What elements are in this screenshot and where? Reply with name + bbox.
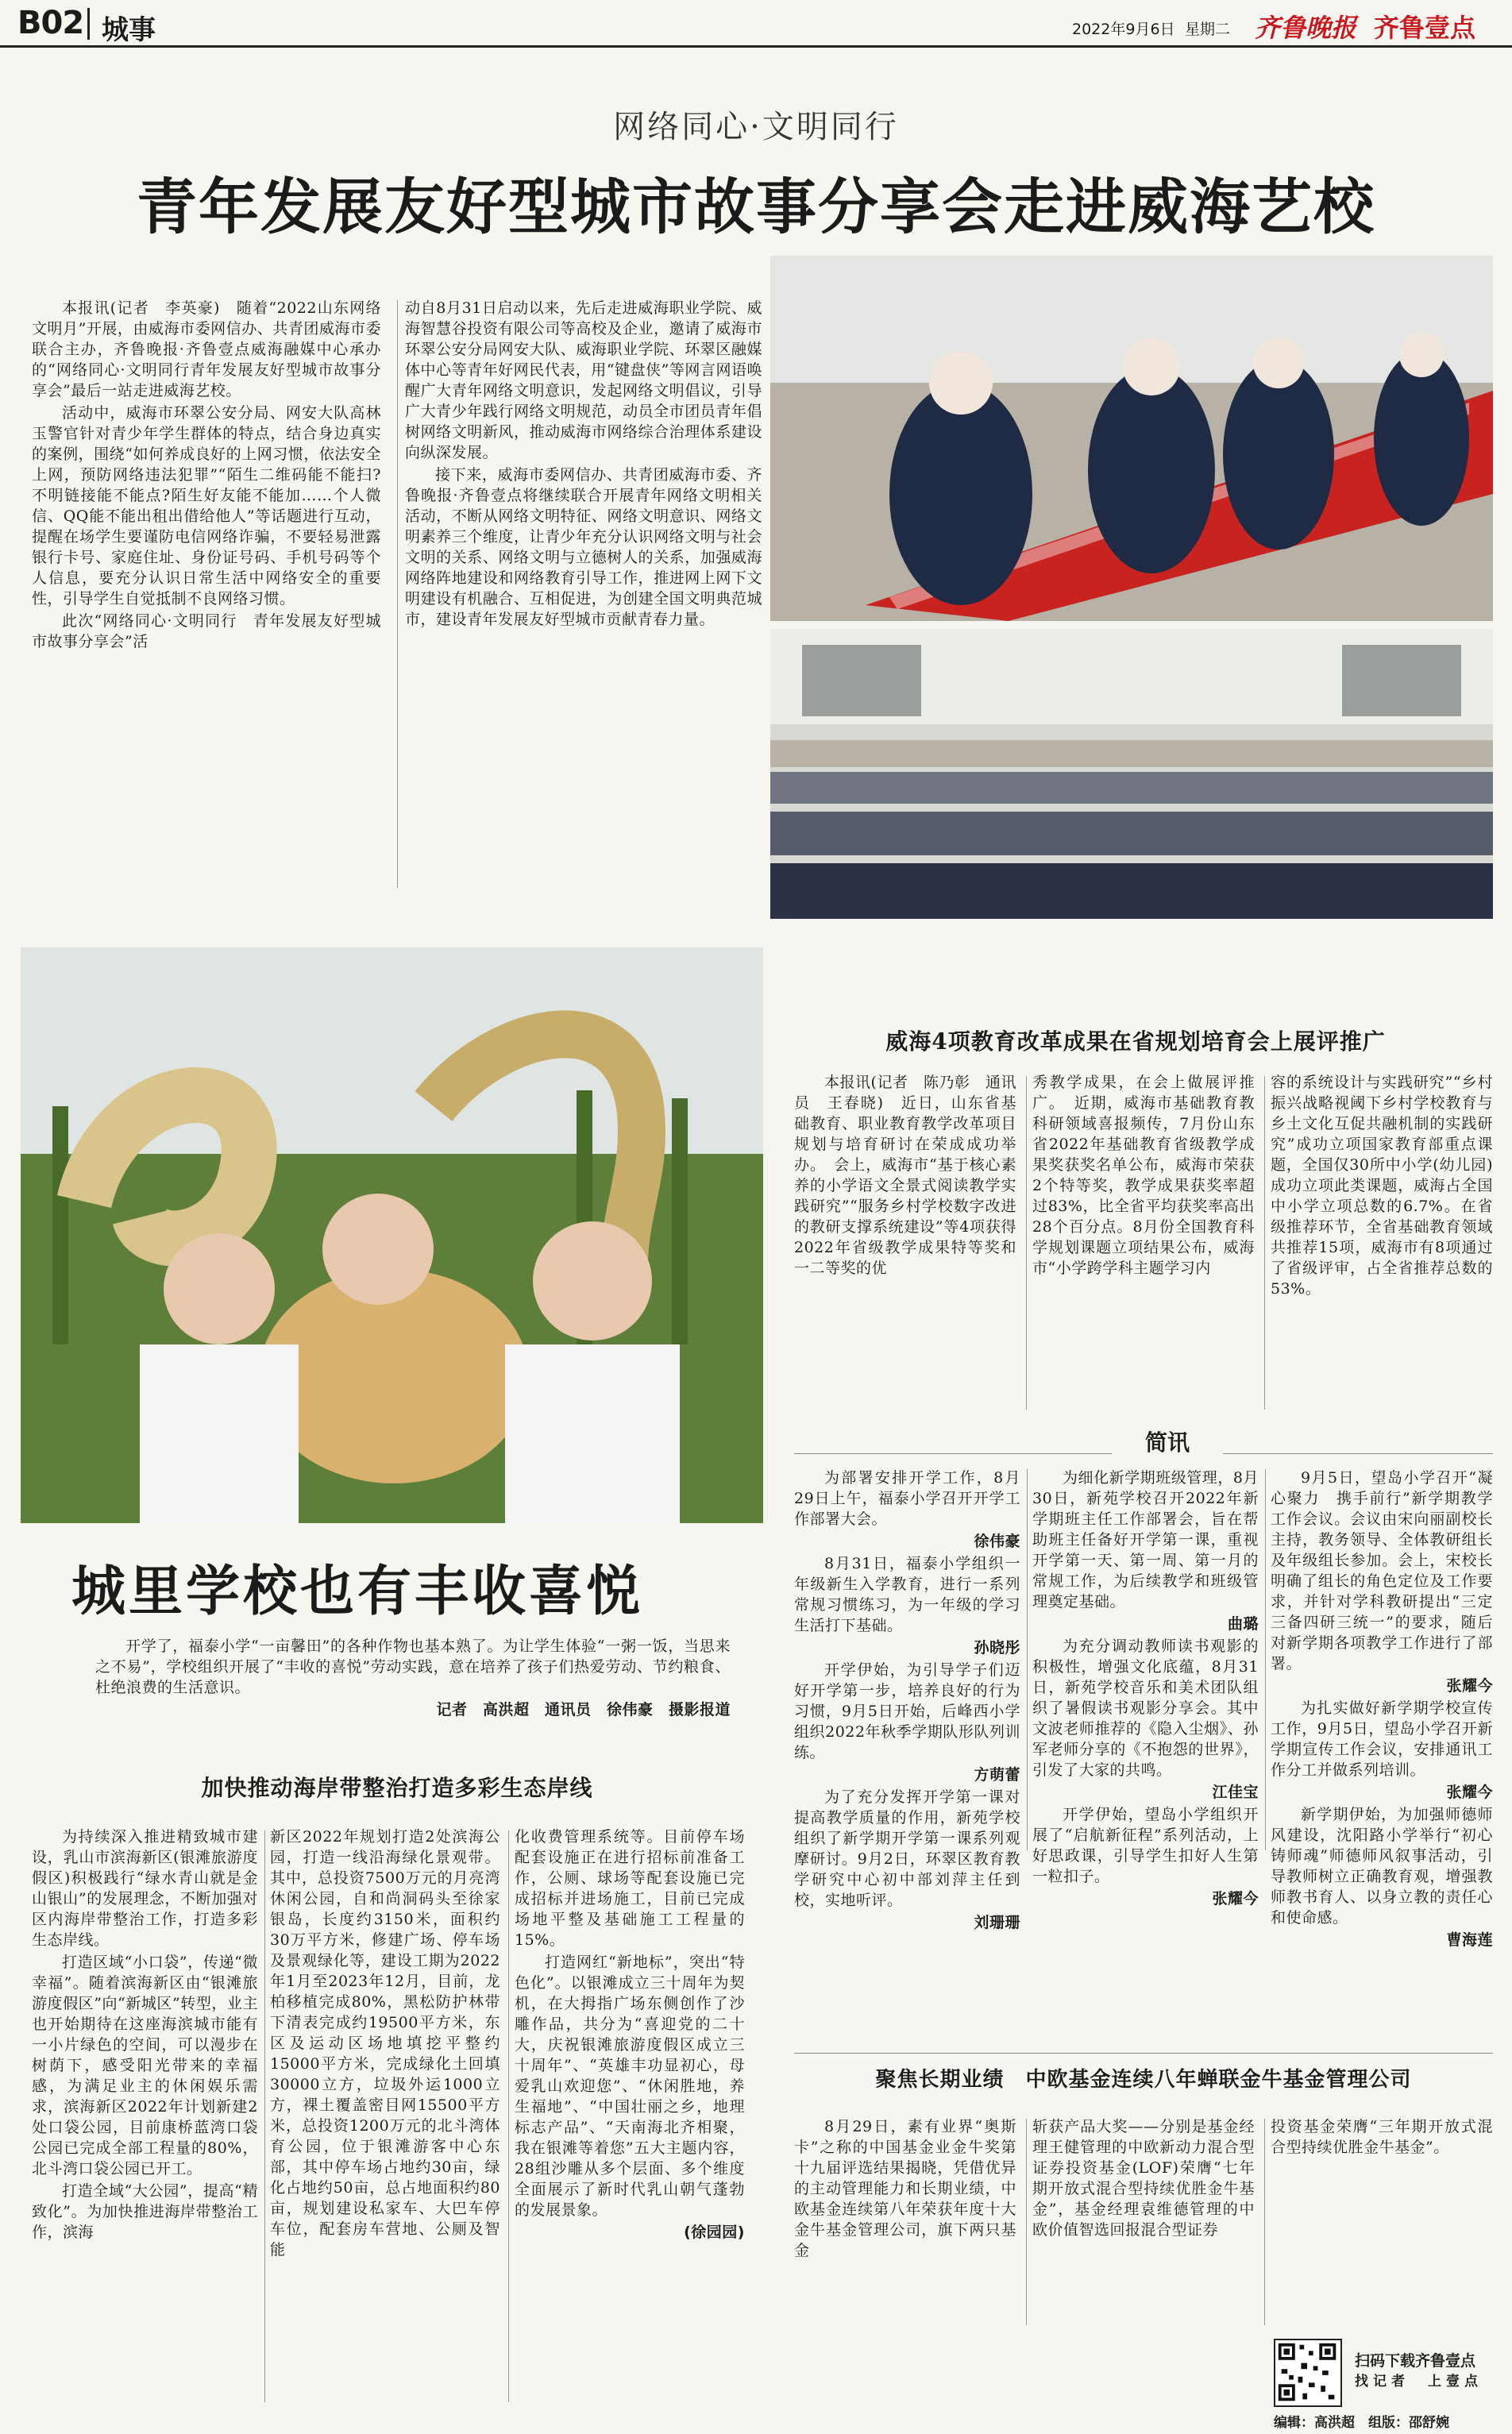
briefs-column-1 — [794, 1468, 1020, 1934]
fund-paragraph: 斩获产品大奖——分别是基金经理王健管理的中欧新动力混合型证券投资基金(LOF)荣膺“七年期开放式混合型持续优胜金牛基金”，基金经理袁维德管理的中欧价值智选回报混合型证券 — [1032, 2118, 1255, 2239]
column-rule — [1264, 2119, 1265, 2325]
brief-author: 徐伟豪 — [974, 1533, 1020, 1550]
brief-item: 为扎实做好新学期学校宣传工作，9月5日，望岛小学召开新学期宣传工作会议，安排通讯工作分工并做系列培训。 — [1271, 1699, 1493, 1779]
editor-credits: 编辑：高洪超 组版：邵舒婉 — [1274, 2415, 1449, 2431]
brief-author: 曹海莲 — [1446, 1931, 1493, 1949]
qr-caption-line-1: 扫码下载齐鲁壹点 — [1355, 2352, 1476, 2370]
brief-author: 方萌蕾 — [974, 1766, 1020, 1784]
education-paragraph: 本报讯(记者 陈乃彰 通讯员 王春晓) 近日，山东省基础教育、职业教育教学改革项目规划与培育研讨在荣成成功举办。 会上，威海市“基于核心素养的小学语文全景式阅读教学实践研究”“服务乡村学校数字改进的教研支撑系统建设”等4项获得2022年省级教学成果特等奖和一二等奖的优 — [794, 1074, 1016, 1277]
coast-paragraph: 打造网红“新地标”，突出“特色化”。以银滩成立三十周年为契机，在大拇指广场东侧创作了沙雕作品，共分为“喜迎党的二十大，庆祝银滩旅游度假区成立三十周年”、“英雄丰功显初心，母爱乳山欢迎您”、“休闲胜地，养生福地”、“中国壮丽之乡，地理标志产品”、“天南海北齐相聚，我在银滩等着您”五大主题内容，28组沙雕从多个层面、多个维度全面展示了新时代乳山朝气蓬勃的发展景象。 — [515, 1954, 745, 2219]
coast-paragraph: 化收费管理系统等。目前停车场配套设施正在进行招标前准备工作，公厕、球场等配套设施已完成招标并进场施工，目前已完成场地平整及基础施工工程量的15%。 — [515, 1828, 745, 1949]
qr-code-pattern — [1275, 2340, 1340, 2405]
brief-item: 新学期伊始，为加强师德师风建设，沈阳路小学举行“初心铸师魂”师德师风叙事活动，引导教师树立正确教育观，增强教师教书育人、以身立教的责任心和使命感。 — [1271, 1806, 1493, 1927]
briefs-title: 简讯 — [1144, 1429, 1190, 1456]
coast-column-1 — [32, 1826, 258, 2244]
fund-column-2 — [1032, 2116, 1255, 2242]
briefs-rule-left — [794, 1453, 1112, 1454]
coast-column-2 — [270, 1826, 500, 2262]
coast-paragraph: 打造区域“小口袋”，传递“微幸福”。随着滨海新区由“银滩旅游度假区”向“新城区”转型，业主也开始期待在这座海滨城市能有一小片绿色的空间，可以漫步在树荫下，感受阳光带来的幸福感，为满足业主的休闲娱乐需求，滨海新区2022年计划新建2处口袋公园，目前康桥蓝湾口袋公园已完成全部工程量的80%，北斗湾口袋公园已开工。 — [32, 1954, 258, 2177]
brief-author: 刘珊珊 — [974, 1914, 1020, 1931]
fund-column-3 — [1271, 2116, 1493, 2159]
column-rule — [508, 1830, 509, 2402]
harvest-headline: 城里学校也有丰收喜悦 — [71, 1560, 644, 1623]
column-rule — [1264, 1076, 1265, 1410]
section-divider — [87, 8, 90, 40]
qr-caption-line-2: 找记者 上壹点 — [1355, 2374, 1483, 2390]
briefs-column-2 — [1032, 1468, 1259, 1911]
coast-paragraph: 打造全域“大公园”，提高“精致化”。为加快推进海岸带整治工作，滨海 — [32, 2182, 258, 2241]
lead-paragraph: 本报讯(记者 李英豪) 随着“2022山东网络文明月”开展，由威海市委网信办、共青团威海市委联合主办，齐鲁晚报·齐鲁壹点威海融媒中心承办的“网络同心·文明同行青年发展友好型城市故事分享会”最后一站走进威海艺校。 — [32, 299, 381, 399]
harvest-paragraph: 开学了，福泰小学“一亩馨田”的各种作物也基本熟了。为让学生体验“一粥一饭，当思来之不易”，学校组织开展了“丰收的喜悦”劳动实践，意在培养了孩子们热爱劳动、节约粮食、杜绝浪费的生活意识。 — [95, 1637, 731, 1696]
coast-paragraph: 为持续深入推进精致城市建设，乳山市滨海新区(银滩旅游度假区)积极践行“绿水青山就是金山银山”的发展理念，不断加强对区内海岸带整治工作，打造多彩生态岸线。 — [32, 1828, 258, 1949]
briefs-column-3 — [1271, 1468, 1493, 1952]
brief-item: 为充分调动教师读书观影的积极性，增强文化底蕴，8月31日，新苑学校音乐和美术团队组织了暑假读书观影分享会。其中文波老师推荐的《隐入尘烟》、孙军老师分享的《不抱怨的世界》，引发了大家的共鸣。 — [1032, 1637, 1259, 1779]
column-rule — [1026, 1076, 1027, 1410]
brief-author: 张耀今 — [1212, 1890, 1259, 1907]
lead-paragraph: 接下来，威海市委网信办、共青团威海市委、齐鲁晚报·齐鲁壹点将继续联合开展青年网络文明相关活动，不断从网络文明特征、网络文明意识、网络文明素养三个维度，让青少年充分认识网络文明与社会文明的关系、网络文明与立德树人的关系，加强威海网络阵地建设和网络教育引导工作，推进网上网下文明建设有机融合、互相促进，为创建全国文明典范城市，建设青年发展友好型城市贡献青春力量。 — [405, 466, 762, 628]
qr-code[interactable] — [1274, 2339, 1342, 2407]
lead-paragraph: 活动中，威海市环翠公安分局、网安大队高林玉警官针对青少年学生群体的特点，结合身边真实的案例，围绕“如何养成良好的上网习惯，依法安全上网，预防网络违法犯罪”“陌生二维码能不能扫?不明链接能不能点?陌生好友能不能加……个人微信、QQ能不能出租出借给他人”等话题进行互动，提醒在场学生要谨防电信网络诈骗，不要轻易泄露银行卡号、家庭住址、身份证号码、手机号码等个人信息，要充分认识日常生活中网络安全的重要性，引导学生自觉抵制不良网络习惯。 — [32, 404, 381, 608]
column-rule — [264, 1830, 265, 2402]
education-headline: 威海4项教育改革成果在省规划培育会上展评推广 — [885, 1028, 1386, 1055]
lead-paragraph: 动自8月31日启动以来，先后走进威海职业学院、威海智慧谷投资有限公司等高校及企业，邀请了威海市环翠公安分局网安大队、威海职业学院、环翠区融媒体中心等青年好网民代表，用“键盘侠”等网言网语唤醒广大青年网络文明意识，发起网络文明倡议，引导广大青少年践行网络文明规范，动员全市团员青年倡树网络文明新风，推动威海市网络综合治理体系建设向纵深发展。 — [405, 299, 762, 461]
education-column-2 — [1032, 1072, 1255, 1280]
column-rule — [1026, 2119, 1027, 2325]
section-name: 城事 — [102, 14, 156, 46]
photo-harvest-kids — [21, 947, 763, 1523]
coast-paragraph: 新区2022年规划打造2处滨海公园，打造一线沿海绿化景观带。其中，总投资7500万元的月亮湾休闲公园，自和尚洞码头至徐家银岛，长度约3150米，面积约30万平方米，修建广场、停车场及景观绿化等，建设工期为2022年1月至2023年12月，目前，龙柏移植完成80%，黑松防护林带下清表完成约19500平方米，东区及运动区场地填挖平整约15000平方米，完成绿化土回填30000立方，垃圾外运1000立方，裸土覆盖密目网15500平方米，总投资1200万元的北斗湾体育公园，位于银滩游客中心东部，其中停车场占地约30亩，绿化占地约50亩，总占地面积约80亩，规划建设私家车、大巴车停车位，配套房车营地、公厕及智能 — [270, 1828, 500, 2258]
fund-top-rule — [794, 2053, 1493, 2054]
education-paragraph: 容的系统设计与实践研究”“乡村振兴战略视阈下乡村学校教育与乡土文化互促共融机制的实践研究”成功立项国家教育部重点课题，全国仅30所中小学(幼儿园)成功立项此类课题，威海占全国中小学立项总数的6.7%。在省级推荐环节，全省基础教育领域共推荐15项，威海市有8项通过了省级评审，占全省推荐总数的53%。 — [1271, 1074, 1493, 1298]
education-paragraph: 秀教学成果，在会上做展评推广。 近期，威海市基础教育教科研领域喜报频传，7月份山东省2022年基础教育省级教学成果奖获奖名单公布，威海市荣获2个特等奖，教学成果获奖率超过83%，比全省平均获奖率高出28个百分点。8月份全国教育科学规划课题立项结果公布，威海市“小学跨学科主题学习内 — [1032, 1074, 1255, 1277]
brief-item: 为细化新学期班级管理，8月30日，新苑学校召开2022年新学期班主任工作部署会，旨在帮助班主任备好开学第一课，重视开学第一天、第一周、第一月的常规工作，为后续教学和班级管理奠定基础。 — [1032, 1469, 1259, 1610]
brief-author: 曲璐 — [1227, 1615, 1259, 1633]
coast-signature: (徐园园) — [684, 2224, 745, 2241]
issue-date: 2022年9月6日 — [1072, 21, 1175, 38]
brief-author: 江佳宝 — [1212, 1784, 1259, 1801]
brief-item: 为了充分发挥开学第一课对提高教学质量的作用，新苑学校组织了新学期开学第一课系列观摩研讨。9月2日，环翠区教育教学研究中心初中部刘萍主任到校，实地听评。 — [794, 1788, 1020, 1909]
education-column-1 — [794, 1072, 1016, 1280]
brief-author: 孙晓彤 — [974, 1639, 1020, 1657]
page-number: B02 — [17, 5, 84, 41]
brief-item: 开学伊始，望岛小学组织开展了“启航新征程”系列活动，上好思政课，引导学生扣好人生第一粒扣子。 — [1032, 1806, 1259, 1885]
coast-headline: 加快推动海岸带整治打造多彩生态岸线 — [201, 1775, 593, 1801]
issue-weekday: 星期二 — [1185, 21, 1231, 38]
briefs-rule-right — [1223, 1453, 1493, 1454]
lead-column-2 — [405, 298, 762, 631]
brief-item: 为部署安排开学工作，8月29日上午，福泰小学召开开学工作部署大会。 — [794, 1469, 1020, 1528]
education-column-3 — [1271, 1072, 1493, 1301]
harvest-credit: 记者 高洪超 通讯员 徐伟豪 摄影报道 — [436, 1701, 731, 1718]
brief-item: 8月31日，福泰小学组织一年级新生入学教育，进行一系列常规习惯练习，为一年级的学习生活打下基础。 — [794, 1555, 1020, 1634]
column-rule — [1027, 1469, 1028, 1850]
lead-paragraph: 此次“网络同心·文明同行 青年发展友好型城市故事分享会”活 — [32, 612, 381, 650]
brief-author: 张耀今 — [1446, 1784, 1493, 1801]
brand-logo-primary: 齐鲁晚报 — [1255, 13, 1357, 43]
fund-column-1 — [794, 2116, 1016, 2262]
harvest-body — [95, 1636, 731, 1722]
fund-paragraph: 8月29日，素有业界“奥斯卡”之称的中国基金业金牛奖第十九届评选结果揭晓，凭借优异的主动管理能力和长期业绩，中欧基金连续第八年荣获年度十大金牛基金管理公司，旗下两只基金 — [794, 2118, 1016, 2259]
lead-kicker: 网络同心·文明同行 — [613, 109, 899, 145]
lead-headline: 青年发展友好型城市故事分享会走进威海艺校 — [137, 172, 1375, 242]
column-rule — [397, 300, 398, 888]
fund-headline: 聚焦长期业绩 中欧基金连续八年蝉联金牛基金管理公司 — [875, 2068, 1412, 2092]
photo-banner-signing — [770, 256, 1493, 621]
brand-logo-secondary: 齐鲁壹点 — [1374, 13, 1476, 43]
brief-item: 开学伊始，为引导学子们迈好开学第一步，培养良好的行为习惯，9月5日开始，后峰西小学组织2022年秋季学期队形队列训练。 — [794, 1661, 1020, 1761]
brief-item: 9月5日，望岛小学召开“凝心聚力 携手前行”新学期教学工作会议。会议由宋向丽副校长主持，教务领导、全体教研组长及年级组长参加。会上，宋校长明确了组长的角色定位及工作要求，并针对学科教研提出“三定三备四研三统一”的要求，随后对新学期各项教学工作进行了部署。 — [1271, 1469, 1493, 1672]
photo-auditorium — [770, 629, 1493, 919]
coast-column-3 — [515, 1826, 745, 2244]
brief-author: 张耀今 — [1446, 1677, 1493, 1695]
fund-paragraph: 投资基金荣膺“三年期开放式混合型持续优胜金牛基金”。 — [1271, 2118, 1493, 2156]
lead-column-1 — [32, 298, 381, 654]
column-rule — [1265, 1469, 1266, 1850]
